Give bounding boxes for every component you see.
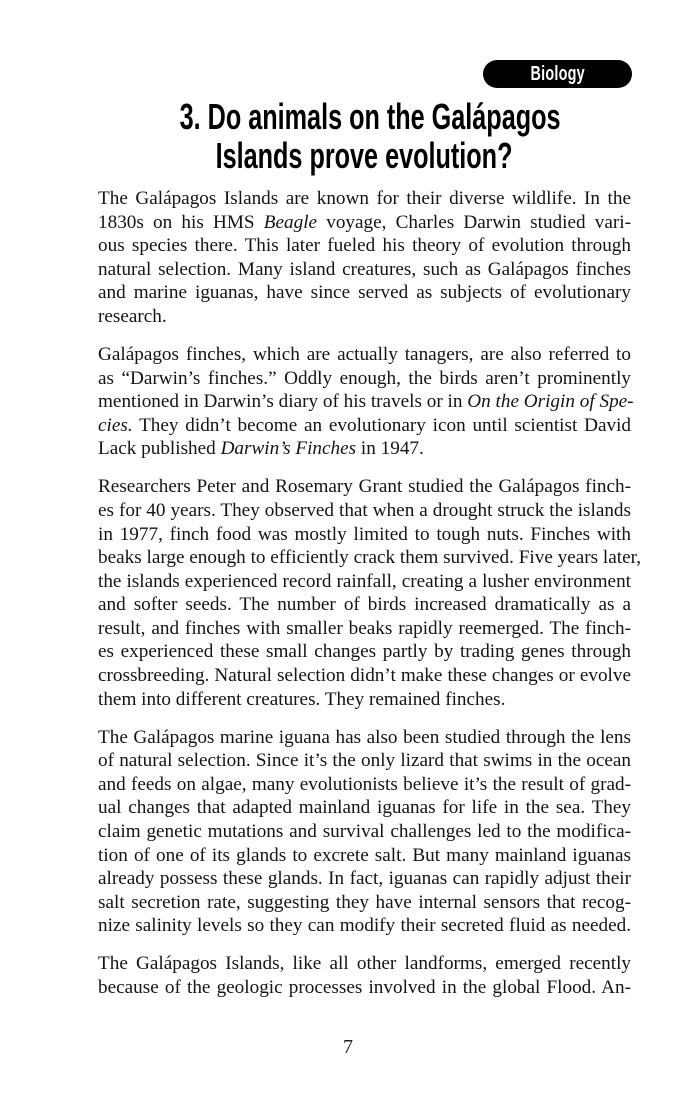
paragraph: [98, 475, 642, 711]
paragraph: [98, 726, 631, 938]
text-line: claim genetic mutations and survival challenges led to the modifica-: [98, 821, 631, 843]
text-line: result, and finches with smaller beaks rapidly reemerged. The finch-: [98, 617, 631, 639]
italic-title: Darwin’s Finches: [220, 438, 357, 460]
italic-title: Beagle: [263, 211, 318, 233]
paragraph: [98, 343, 634, 461]
text-line: and marine iguanas, have since served as subjects of evolutionary: [98, 282, 631, 304]
text-line: The Galápagos marine iguana has also been studied through the lens: [98, 726, 631, 748]
text-line: research.: [98, 305, 167, 327]
text-line: salt secretion rate, suggesting they have internal sensors that recog-: [98, 891, 631, 913]
text-line: tion of one of its glands to excrete salt. But many mainland iguanas: [98, 844, 631, 866]
text-line: Lack published Darwin’s Finches in 1947.: [98, 438, 424, 460]
paragraph: [98, 187, 631, 329]
paragraph: [98, 952, 631, 999]
text-line: in 1977, finch food was mostly limited to tough nuts. Finches with: [98, 523, 631, 545]
text-line: of natural selection. Since it’s the only lizard that swims in the ocean: [98, 750, 631, 772]
text-line: and feeds on algae, many evolutionists believe it’s the result of grad-: [98, 773, 631, 795]
text-line: crossbreeding. Natural selection didn’t make these changes or evolve: [98, 665, 631, 687]
text-line: already possess these glands. In fact, iguanas can rapidly adjust their: [98, 868, 631, 890]
page-number: 7: [343, 1036, 353, 1058]
text-line: ual changes that adapted mainland iguanas for life in the sea. They: [98, 797, 631, 819]
chapter-title-line-1: 3. Do animals on the Galápagos: [179, 96, 561, 137]
chapter-title: [98, 98, 631, 175]
text-line: ous species there. This later fueled his theory of evolution through: [98, 235, 631, 257]
text-line: the islands experienced record rainfall, creating a lusher environment: [98, 570, 631, 592]
text-line: as “Darwin’s finches.” Oddly enough, the birds aren’t prominently: [98, 367, 631, 389]
text-line: es experienced these small changes partly by trading genes through: [98, 641, 631, 663]
body-text: [98, 187, 642, 1014]
text-line: 1830s on his HMS Beagle voyage, Charles Darwin studied vari-: [98, 211, 631, 233]
text-line: mentioned in Darwin’s diary of his travels or in On the Origin of Spe-: [98, 391, 634, 413]
category-badge: [483, 60, 632, 88]
text-line: Galápagos finches, which are actually tanagers, are also referred to: [98, 343, 631, 365]
text-line: The Galápagos Islands are known for their diverse wildlife. In the: [98, 188, 631, 209]
text-line: Researchers Peter and Rosemary Grant studied the Galápagos finch-: [98, 476, 631, 498]
text-line: nize salinity levels so they can modify their secreted fluid as needed.: [98, 915, 631, 937]
text-line: beaks large enough to efficiently crack them survived. Five years later,: [98, 547, 642, 569]
text-line: natural selection. Many island creatures, such as Galápagos finches: [98, 258, 631, 280]
italic-title: On the Origin of Spe-: [467, 391, 634, 413]
text-line: The Galápagos Islands, like all other landforms, emerged recently: [98, 953, 631, 975]
text-line: cies. They didn’t become an evolutionary icon until scientist David: [98, 414, 631, 436]
text-line: because of the geologic processes involved in the global Flood. An-: [98, 976, 631, 998]
chapter-title-line-2: Islands prove evolution?: [216, 134, 513, 176]
text-line: and softer seeds. The number of birds increased dramatically as a: [98, 594, 631, 616]
text-line: them into different creatures. They remained finches.: [98, 688, 506, 710]
category-badge-label: Biology: [530, 63, 585, 85]
text-line: es for 40 years. They observed that when a drought struck the islands: [98, 499, 631, 521]
italic-title: cies.: [98, 414, 133, 436]
